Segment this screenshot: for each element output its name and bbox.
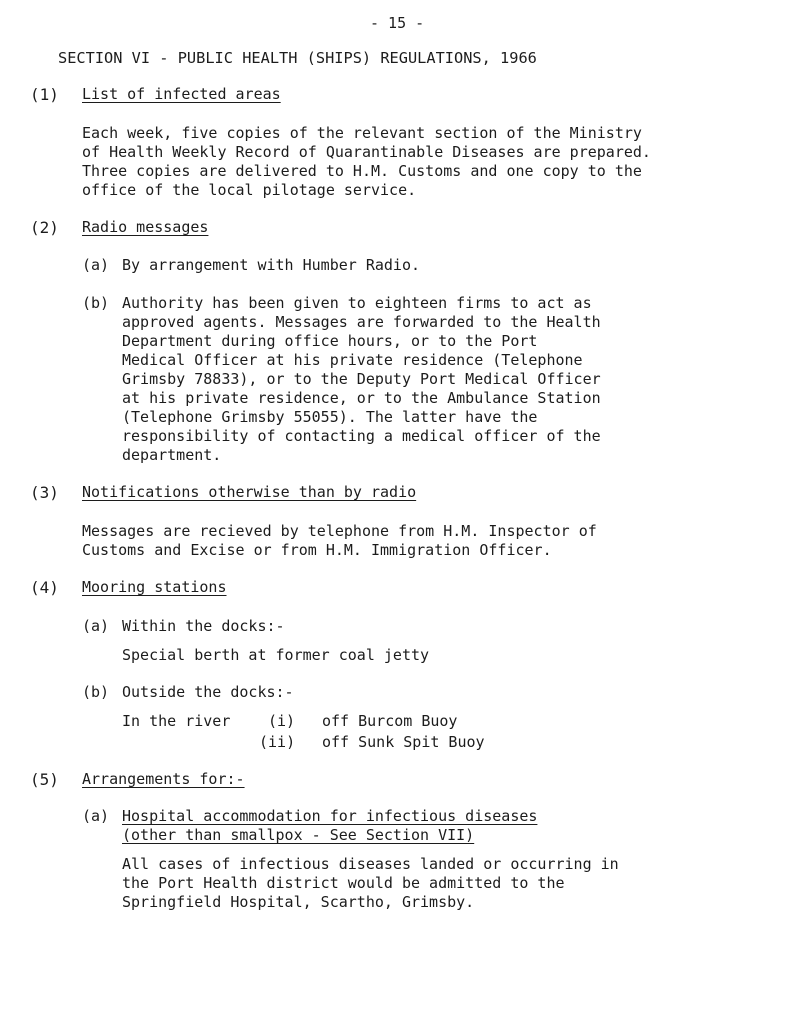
item-3-number: (3)	[30, 483, 59, 502]
item-2b-label: (b)	[82, 294, 110, 312]
item-5a-line-1: All cases of infectious diseases landed or occurring in	[122, 855, 619, 873]
mooring-i-label: (i)	[268, 712, 296, 730]
item-1-number: (1)	[30, 85, 59, 104]
item-1-line-3: Three copies are delivered to H.M. Customs and one copy to the	[82, 162, 642, 180]
item-4b-text: Outside the docks:-	[122, 683, 294, 701]
item-3-heading: Notifications otherwise than by radio	[82, 483, 417, 501]
item-5a-heading-2: (other than smallpox - See Section VII)	[122, 826, 475, 844]
item-3-line-2: Customs and Excise or from H.M. Immigration Officer.	[82, 541, 552, 559]
mooring-ii-text: off Sunk Spit Buoy	[322, 733, 485, 751]
item-2b-line-2: approved agents. Messages are forwarded to the Health	[122, 313, 601, 331]
mooring-ii-label: (ii)	[259, 733, 296, 751]
item-2b-line-3: Department during office hours, or to the Port	[122, 332, 538, 350]
item-4a-detail: Special berth at former coal jetty	[122, 646, 430, 664]
item-5a-line-3: Springfield Hospital, Scartho, Grimsby.	[122, 893, 475, 911]
item-4a-text: Within the docks:-	[122, 617, 285, 635]
item-3-line-1: Messages are recieved by telephone from H.M. Inspector of	[82, 522, 597, 540]
item-2-heading: Radio messages	[82, 218, 209, 236]
item-4-heading: Mooring stations	[82, 578, 227, 596]
item-2b-line-7: (Telephone Grimsby 55055). The latter have the	[122, 408, 538, 426]
item-1-heading: List of infected areas	[82, 85, 281, 103]
item-4-number: (4)	[30, 578, 59, 597]
item-4a-label: (a)	[82, 617, 110, 635]
item-5a-label: (a)	[82, 807, 110, 825]
item-5-number: (5)	[30, 770, 59, 789]
item-1-line-2: of Health Weekly Record of Quarantinable Diseases are prepared.	[82, 143, 651, 161]
item-5-heading: Arrangements for:-	[82, 770, 245, 788]
item-2b-line-6: at his private residence, or to the Ambulance Station	[122, 389, 601, 407]
page-number: - 15 -	[370, 14, 425, 32]
item-2b-line-8: responsibility of contacting a medical officer of the	[122, 427, 601, 445]
item-1-line-4: office of the local pilotage service.	[82, 181, 417, 199]
item-2b-line-4: Medical Officer at his private residence (Telephone	[122, 351, 583, 369]
mooring-i-text: off Burcom Buoy	[322, 712, 458, 730]
item-2-number: (2)	[30, 218, 59, 237]
item-5a-heading-1: Hospital accommodation for infectious diseases	[122, 807, 538, 825]
item-5a-line-2: the Port Health district would be admitted to the	[122, 874, 565, 892]
item-2a-text: By arrangement with Humber Radio.	[122, 256, 421, 274]
item-2b-line-5: Grimsby 78833), or to the Deputy Port Medical Officer	[122, 370, 601, 388]
section-title: SECTION VI - PUBLIC HEALTH (SHIPS) REGULATIONS, 1966	[58, 49, 537, 67]
item-2b-line-9: department.	[122, 446, 222, 464]
river-label: In the river	[122, 712, 231, 730]
item-2b-line-1: Authority has been given to eighteen firms to act as	[122, 294, 592, 312]
item-4b-label: (b)	[82, 683, 110, 701]
item-1-line-1: Each week, five copies of the relevant section of the Ministry	[82, 124, 642, 142]
item-2a-label: (a)	[82, 256, 110, 274]
